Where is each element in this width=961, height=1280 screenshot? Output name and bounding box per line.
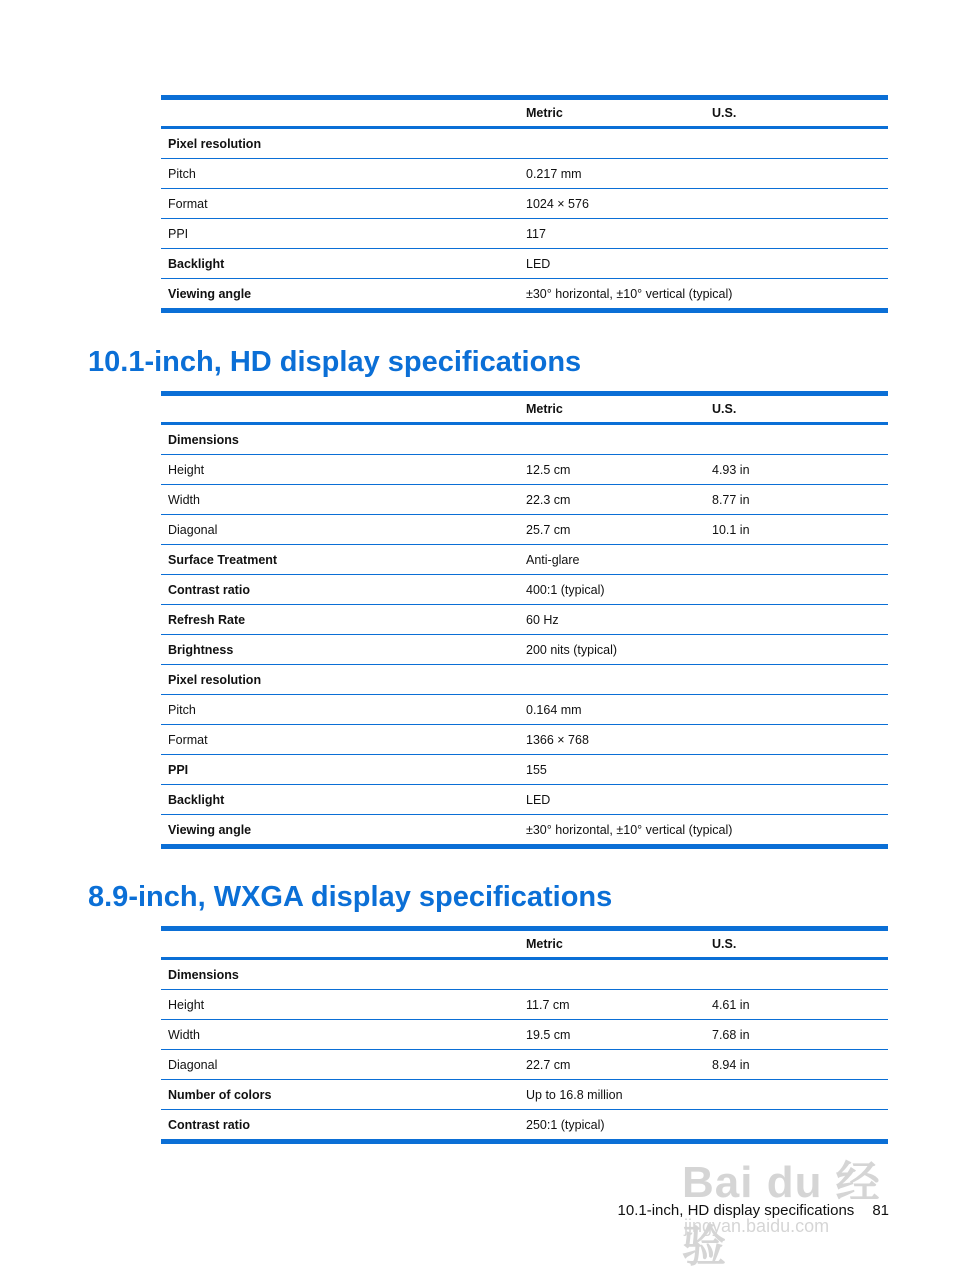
row-metric-cell: 19.5 cm xyxy=(519,1020,705,1050)
row-us-cell: 7.68 in xyxy=(705,1020,888,1050)
table-row xyxy=(161,990,888,1020)
table-row xyxy=(161,515,888,545)
row-metric-cell: 1024 × 576 xyxy=(519,189,705,219)
row-metric-cell: 1366 × 768 xyxy=(519,725,705,755)
header-cell-metric: Metric xyxy=(519,98,705,128)
table-row xyxy=(161,424,888,455)
row-label-cell: Pixel resolution xyxy=(161,665,519,695)
row-label-cell: Dimensions xyxy=(161,959,519,990)
table-row xyxy=(161,695,888,725)
row-us-cell xyxy=(705,959,888,990)
row-metric-cell: 11.7 cm xyxy=(519,990,705,1020)
table-row xyxy=(161,755,888,785)
row-us-cell xyxy=(705,159,888,189)
row-metric-cell: 400:1 (typical) xyxy=(519,575,705,605)
row-us-cell xyxy=(705,1110,888,1142)
row-metric-cell: ±30° horizontal, ±10° vertical (typical) xyxy=(519,279,705,311)
table-row xyxy=(161,1050,888,1080)
row-label-cell: Diagonal xyxy=(161,1050,519,1080)
row-us-cell xyxy=(705,279,888,311)
row-label-cell: Height xyxy=(161,455,519,485)
row-label-cell: Diagonal xyxy=(161,515,519,545)
row-metric-cell: 60 Hz xyxy=(519,605,705,635)
row-label-cell: Pitch xyxy=(161,695,519,725)
row-us-cell xyxy=(705,725,888,755)
spec-table-10-1-inch xyxy=(161,391,888,849)
row-us-cell: 8.77 in xyxy=(705,485,888,515)
row-us-cell: 4.61 in xyxy=(705,990,888,1020)
row-metric-cell: 22.3 cm xyxy=(519,485,705,515)
row-metric-cell: LED xyxy=(519,785,705,815)
row-label-cell: Refresh Rate xyxy=(161,605,519,635)
row-us-cell: 4.93 in xyxy=(705,455,888,485)
row-label-cell: Viewing angle xyxy=(161,815,519,847)
row-metric-cell: 12.5 cm xyxy=(519,455,705,485)
row-label-cell: PPI xyxy=(161,755,519,785)
header-cell-label xyxy=(161,98,519,128)
table-row xyxy=(161,959,888,990)
row-metric-cell: 0.217 mm xyxy=(519,159,705,189)
row-metric-cell: 155 xyxy=(519,755,705,785)
row-us-cell: 8.94 in xyxy=(705,1050,888,1080)
header-cell-metric: Metric xyxy=(519,394,705,424)
row-metric-cell: 22.7 cm xyxy=(519,1050,705,1080)
row-label-cell: Format xyxy=(161,725,519,755)
row-label-cell: Viewing angle xyxy=(161,279,519,311)
table-row xyxy=(161,785,888,815)
row-metric-cell: 117 xyxy=(519,219,705,249)
row-label-cell: Pitch xyxy=(161,159,519,189)
row-metric-cell xyxy=(519,665,705,695)
row-us-cell xyxy=(705,635,888,665)
row-label-cell: Height xyxy=(161,990,519,1020)
footer-title: 10.1-inch, HD display specifications xyxy=(617,1202,855,1219)
table-row xyxy=(161,128,888,159)
row-us-cell xyxy=(705,695,888,725)
header-cell-label xyxy=(161,929,519,959)
row-us-cell xyxy=(705,219,888,249)
row-us-cell xyxy=(705,665,888,695)
row-label-cell: Contrast ratio xyxy=(161,575,519,605)
table-header-row xyxy=(161,98,888,128)
row-metric-cell: Anti-glare xyxy=(519,545,705,575)
row-label-cell: PPI xyxy=(161,219,519,249)
row-metric-cell: 0.164 mm xyxy=(519,695,705,725)
row-us-cell xyxy=(705,424,888,455)
row-label-cell: Brightness xyxy=(161,635,519,665)
row-metric-cell: 25.7 cm xyxy=(519,515,705,545)
row-label-cell: Contrast ratio xyxy=(161,1110,519,1142)
header-cell-us: U.S. xyxy=(705,929,888,959)
page-footer xyxy=(618,1202,889,1219)
table-row xyxy=(161,219,888,249)
table-row xyxy=(161,605,888,635)
row-label-cell: Backlight xyxy=(161,785,519,815)
row-metric-cell xyxy=(519,424,705,455)
row-label-cell: Backlight xyxy=(161,249,519,279)
table-header-row xyxy=(161,929,888,959)
section-heading-8-9-inch: 8.9-inch, WXGA display specifications xyxy=(88,881,613,913)
spec-table-8-9-inch xyxy=(161,926,888,1144)
section-heading-10-1-inch: 10.1-inch, HD display specifications xyxy=(88,346,582,378)
row-label-cell: Dimensions xyxy=(161,424,519,455)
table-row xyxy=(161,635,888,665)
table-row xyxy=(161,279,888,311)
row-label-cell: Surface Treatment xyxy=(161,545,519,575)
row-metric-cell xyxy=(519,128,705,159)
row-label-cell: Pixel resolution xyxy=(161,128,519,159)
table-header-row xyxy=(161,394,888,424)
row-us-cell xyxy=(705,605,888,635)
header-cell-us: U.S. xyxy=(705,394,888,424)
table-row xyxy=(161,545,888,575)
row-us-cell xyxy=(705,815,888,847)
table-row xyxy=(161,1020,888,1050)
row-us-cell xyxy=(705,755,888,785)
row-metric-cell: ±30° horizontal, ±10° vertical (typical) xyxy=(519,815,705,847)
row-metric-cell: 200 nits (typical) xyxy=(519,635,705,665)
row-us-cell xyxy=(705,785,888,815)
table-row xyxy=(161,575,888,605)
row-us-cell xyxy=(705,1080,888,1110)
row-us-cell xyxy=(705,189,888,219)
table-row xyxy=(161,189,888,219)
table-row xyxy=(161,1080,888,1110)
watermark-logo: Bai du 经验 xyxy=(682,1158,881,1271)
row-metric-cell: Up to 16.8 million xyxy=(519,1080,705,1110)
spec-table-continued xyxy=(161,95,888,313)
row-us-cell xyxy=(705,545,888,575)
row-metric-cell: LED xyxy=(519,249,705,279)
watermark-url: jingyan.baidu.com xyxy=(684,1216,830,1236)
table-row xyxy=(161,1110,888,1142)
row-metric-cell: 250:1 (typical) xyxy=(519,1110,705,1142)
table-row xyxy=(161,815,888,847)
row-metric-cell xyxy=(519,959,705,990)
row-label-cell: Number of colors xyxy=(161,1080,519,1110)
baidu-watermark xyxy=(682,1138,912,1271)
row-us-cell xyxy=(705,128,888,159)
row-us-cell xyxy=(705,575,888,605)
row-us-cell: 10.1 in xyxy=(705,515,888,545)
table-row xyxy=(161,665,888,695)
row-label-cell: Format xyxy=(161,189,519,219)
table-row xyxy=(161,249,888,279)
header-cell-metric: Metric xyxy=(519,929,705,959)
table-row xyxy=(161,159,888,189)
table-row xyxy=(161,485,888,515)
header-cell-label xyxy=(161,394,519,424)
page-number: 81 xyxy=(872,1202,889,1219)
row-label-cell: Width xyxy=(161,485,519,515)
row-label-cell: Width xyxy=(161,1020,519,1050)
table-row xyxy=(161,455,888,485)
row-us-cell xyxy=(705,249,888,279)
header-cell-us: U.S. xyxy=(705,98,888,128)
table-row xyxy=(161,725,888,755)
